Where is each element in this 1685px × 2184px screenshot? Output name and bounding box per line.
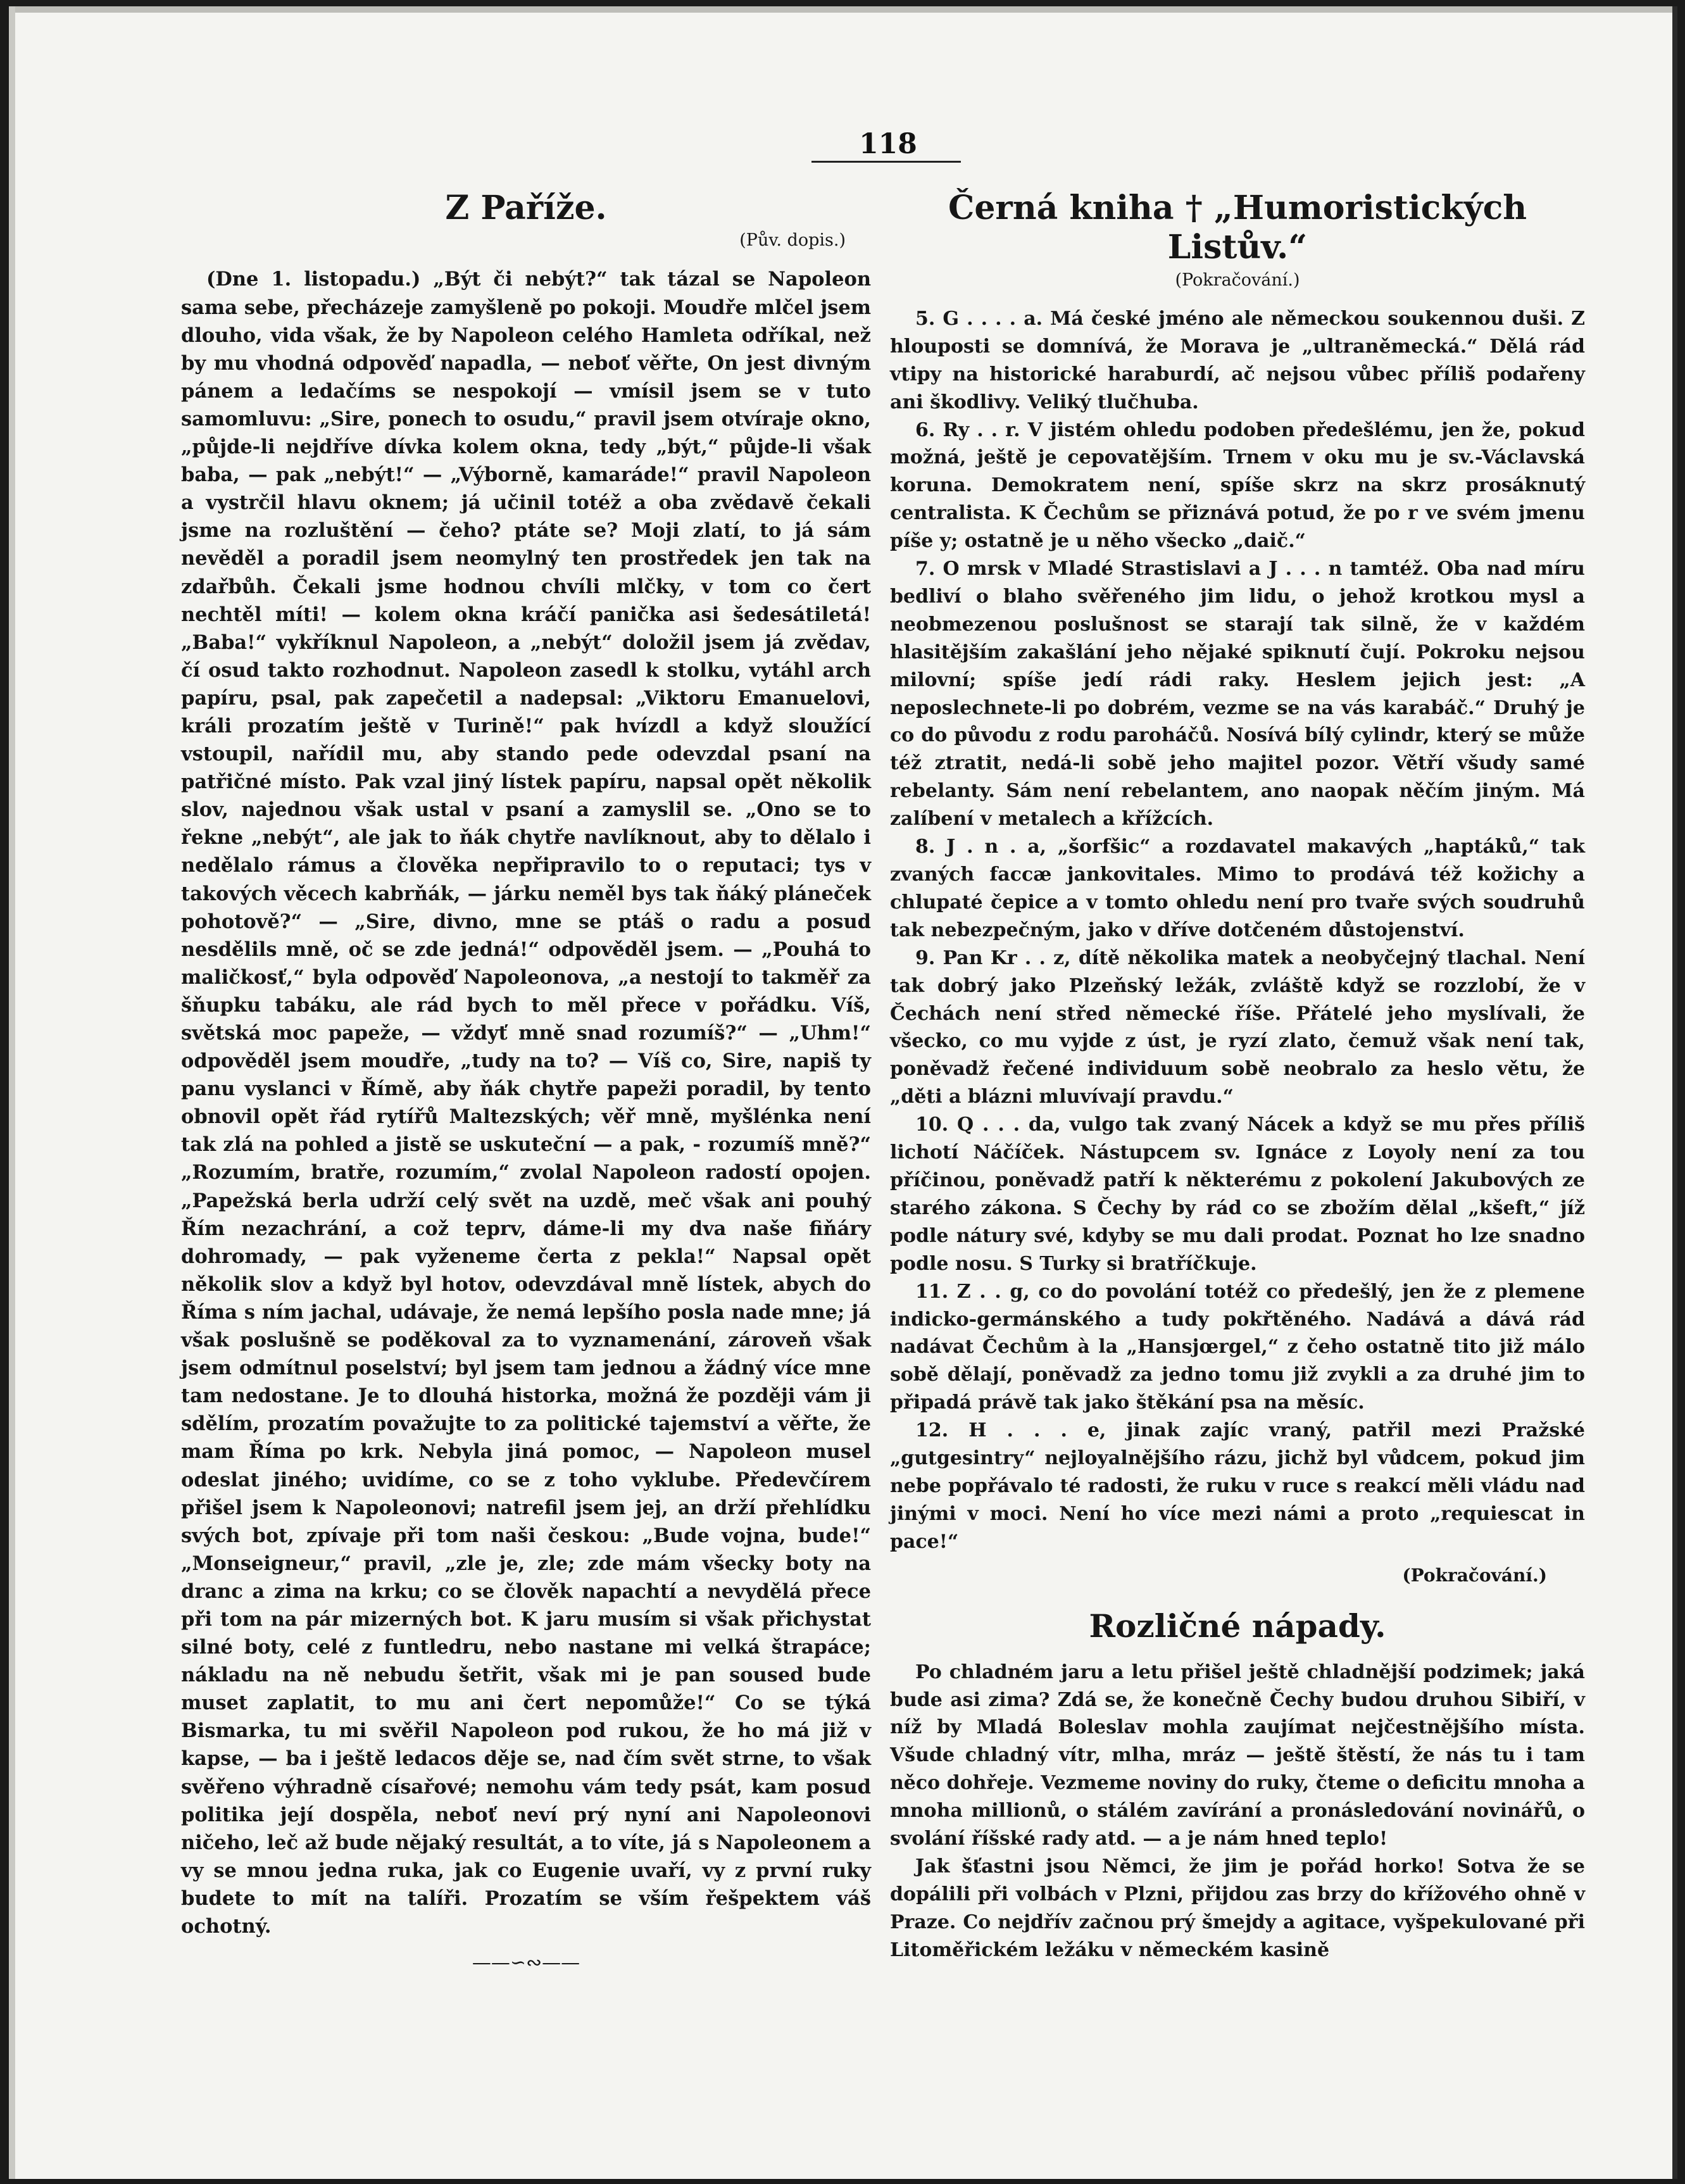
scanned-page xyxy=(9,6,1677,2179)
second-article-body xyxy=(890,1659,1585,1964)
left-paragraph: (Dne 1. listopadu.) „Být či nebýt?“ tak tázal se Napoleon sama sebe, přecházeje zamyšleně po pokoji. Moudře mlčel jsem dlouho, vida však, že by Napoleon celého Hamleta odříkal, než by mu vhodná odpověď napadla, — neboť věřte, On jest divným pánem a ledačíms se nespokojí — vmísil jsem se v tuto samomluvu: „Sire, ponech to osudu,“ pravil jsem otvíraje okno, „půjde-li nejdříve dívka kolem okna, tedy „být,“ půjde-li však baba, — pak „nebýt!“ — „Výborně, kamaráde!“ pravil Napoleon a vystrčil hlavu oknem; já učinil totéž a oba zvědavě čekali jsme na rozluštění — čeho? ptáte se? Moji zlatí, to já sám nevěděl a poradil jsem neomylný ten prostředek jen tak na zdařbůh. Čekali jsme hodnou chvíli mlčky, v tom co čert nechtěl míti! — kolem okna kráčí panička asi šedesátiletá! „Baba!“ vykříknul Napoleon, a „nebýt“ doložil jsem já zvědav, čí osud takto rozhodnut. Napoleon zasedl k stolku, vytáhl arch papíru, psal, pak zapečetil a nadepsal: „Viktoru Emanuelovi, králi prozatím ještě v Turině!“ pak hvízdl a když sloužící vstoupil, nařídil mu, aby stando pede odevzdal psaní na patřičné místo. Pak vzal jiný lístek papíru, napsal opět několik slov, najednou však ustal v psaní a zamyslil se. „Ono se to řekne „nebýt“, ale jak to ňák chytře navlíknout, aby to dělalo i nedělalo rámus a člověka nepřipravilo to o reputaci; tys v takových věcech kabrňák, — járku neměl bys tak ňáký pláneček pohotově?“ — „Sire, divno, mne se ptáš o radu a posud nesdělils mně, oč se zde jedná!“ odpověděl jsem. — „Pouhá to maličkosť,“ byla odpověď Napoleonova, „a nestojí to takměř za šňupku tabáku, ale rád bych to měl přece v pořádku. Víš, světská moc papeže, — vždyť mně snad rozumíš?“ — „Uhm!“ odpověděl jsem moudře, „tudy na to? — Víš co, Sire, napiš ty panu vyslanci v Římě, aby ňák chytře papeži poradil, by tento obnovil opět řád rytířů Maltezských; věř mně, myšlénka není tak zlá na pohled a jistě se uskuteční — a pak, - rozumíš mně?“ „Rozumím, bratře, rozumím,“ zvolal Napoleon radostí opojen. „Papežská berla udrží celý svět na uzdě, meč však ani pouhý Řím nezachrání, a což teprv, dáme-li my dva naše fiňáry dohromady, — pak vyženeme čerta z pekla!“ Napsal opět několik slov a když byl hotov, odevzdával mně lístek, abych do Říma s ním jachal, udávaje, že nemá lepšího posla nade mne; já však poslušně se poděkoval za to vyznamenání, zároveň však jsem odmítnul poselství; byl jsem tam jednou a žádný více mne tam nedostane. Je to dlouhá historka, možná že později vám ji sdělím, prozatím považujte to za politické tajemství a věřte, že mam Říma po krk. Nebyla jiná pomoc, — Napoleon musel odeslat jiného; uvidíme, co se z toho vyklube. Předevčírem přišel jsem k Napoleonovi; natrefil jsem jej, an drží přehlídku svých bot, zpívaje při tom naši českou: „Bude vojna, bude!“ „Monseigneur,“ pravil, „zle je, zle; zde mám všecky boty na dranc a zima na krku; co se člověk napachtí a nevydělá přece při tom na pár mizerných bot. K jaru musím si však přichystat silné boty, celé z funtledru, nebo nastane mi velká štrapáce; nákladu na ně nebudu šetřit, však mi je pan soused bude muset zaplatit, to mu ani čert nepomůže!“ Co se týká Bismarka, tu mi svěřil Napoleon pod rukou, že ho má již v kapse, — ba i ještě ledacos děje se, nad čím svět strne, to však svěřeno výhradně císařové; nemohu vám tedy psát, kam posud politika její dospěla, neboť neví prý nyní ani Napoleonovi ničeho, leč až bude nějaký resultát, a to víte, já s Napoleonem a vy se mnou jedna ruka, jak co Eugenie uvaří, vy z první ruky budete to mít na talíři. Prozatím se vším řešpektem váš ochotný. xyxy=(181,268,871,1938)
page-number-rule xyxy=(811,161,961,163)
list-item: 11. Z . . g, co do povolání totéž co předešlý, jen že z plemene indicko-germánského a tudy pokřtěného. Nadává a dává rád nadávat Čechům à la „Hansjœrgel,“ z čeho ostatně tito již málo sobě dělají, poněvadž za jedno tomu již zvykli a za druhé jim to připadá právě tak jako štěkání psa na měsíc. xyxy=(890,1280,1585,1414)
list-item: 10. Q . . . da, vulgo tak zvaný Nácek a když se mu přes příliš lichotí Náčíček. Nástupcem sv. Ignáce z Loyoly není za tou příčinou, poněvadž patří k některému z pokolení Jakubových ze starého zákona. S Čechy by rád co se zbožím dělal „kšeft,“ jíž podle nátury své, kdyby se mu dali prodat. Poznat ho lze snadno podle nosu. S Turky si bratříčkuje. xyxy=(890,1114,1585,1275)
right-column xyxy=(890,182,1585,1964)
left-article-title: Z Paříže. xyxy=(445,189,607,227)
second-article-title: Rozličné nápady. xyxy=(1089,1607,1386,1645)
list-item: 8. J . n . a, „šorfšic“ a rozdavatel makavých „haptáků,“ tak zvaných faccæ jankovitales. Mimo to prodává též kožichy a chlupaté čepice a v tomto ohledu není pro tvaře svých soudruhů tak nebezpečným, jako v dříve dotčeném důstojenství. xyxy=(890,836,1585,941)
right-article-body xyxy=(890,305,1585,1556)
paragraph: Jak šťastni jsou Němci, že jim je pořád horko! Sotva že se dopálili při volbách v Plzni, přijdou zas brzy do křížového ohně v Praze. Co nejdřív začnou prý šmejdy a agitace, vyšpekulované při Litoměřickém ležáku v německém kasině xyxy=(890,1855,1585,1961)
list-item: 12. H . . . e, jinak zajíc vraný, patřil mezi Pražské „gutgesintry“ nejloyalnějšího rázu, jichž byl vůdcem, pokud jim nebe popřávalo té radosti, že ruku v ruce s reakcí měli vládu nad jinými v moci. Není ho více mezi námi a proto „requiescat in pace!“ xyxy=(890,1419,1585,1553)
list-item: 5. G . . . . a. Má české jméno ale německou soukennou duši. Z hlouposti se domnívá, že Morava je „ultraněmecká.“ Dělá rád vtipy na historické haraburdí, ač nejsou vůbec příliš podařeny ani škodlivy. Veliký tlučhuba. xyxy=(890,307,1585,413)
left-article-body xyxy=(181,265,871,1940)
list-item: 9. Pan Kr . . z, dítě několika matek a neobyčejný tlachal. Není tak dobrý jako Plzeňský ležák, zvláště když se rozzlobí, že v Čechách není střed německé říše. Přátelé jeho myslívali, že všecko, co mu vyjde z úst, je ryzí zlato, čemuž však není tak, poněvadž řečené individuum sobě neobralo za heslo větu, že „děti a blázni mluvívají pravdu.“ xyxy=(890,946,1585,1108)
right-article-title: Černá kniha † „Humoristických Listův.“ xyxy=(948,189,1527,267)
newspaper-page xyxy=(9,6,1677,2179)
continued-note: (Pokračování.) xyxy=(1402,1564,1547,1586)
left-column xyxy=(181,182,871,1974)
end-ornament: ——∽∾—— xyxy=(472,1952,580,1974)
paragraph: Po chladném jaru a letu přišel ještě chladnější podzimek; jaká bude asi zima? Zdá se, že konečně Čechy budou druhou Sibiří, v níž by Mladá Boleslav mohla zaujímat nejčestnějšího místa. Všude chladný vítr, mlha, mráz — ještě štěstí, že nás tu i tam něco dohřeje. Vezmeme noviny do ruky, čteme o deficitu mnoha a mnoha millionů, o stálém zavírání a pronásledování novinářů, o svolání říšské rady atd. — a je nám hned teplo! xyxy=(890,1660,1585,1850)
left-article-subtitle: (Pův. dopis.) xyxy=(739,230,846,251)
list-item: 7. O mrsk v Mladé Strastislavi a J . . . n tamtéž. Oba nad míru bedliví o blaho svěřeného jim lidu, o jehož krotkou mysl a neobmezenou poslušnost se starají tak silně, že v každém hlasitějším zakašlání jeho nějaké spiknutí čují. Pokroku nejsou milovní; spíše jedí rádi raky. Heslem jejich jest: „A neposlechnete-li po dobrém, vezme se na vás karabáč.“ Druhý je co do původu z rodu paroháčů. Nosívá bílý cylindr, který se může též ztratit, nedá-li sobě jeho majitel pozor. Větří všudy samé rebelanty. Sám není rebelantem, ano naopak něčím jiným. Má zalíbení v metalech a křížcích. xyxy=(890,558,1585,831)
list-item: 6. Ry . . r. V jistém ohledu podoben předešlému, jen že, pokud možná, ještě je cepovatějším. Trnem v oku mu je sv.-Václavská koruna. Demokratem není, spíše skrz na skrz prosáknutý centralista. K Čechům se přiznává potud, že po r ve svém jmenu píše y; ostatně je u něho všecko „daič.“ xyxy=(890,418,1585,553)
page-number: 118 xyxy=(859,128,917,160)
right-article-subtitle: (Pokračování.) xyxy=(1175,270,1300,290)
